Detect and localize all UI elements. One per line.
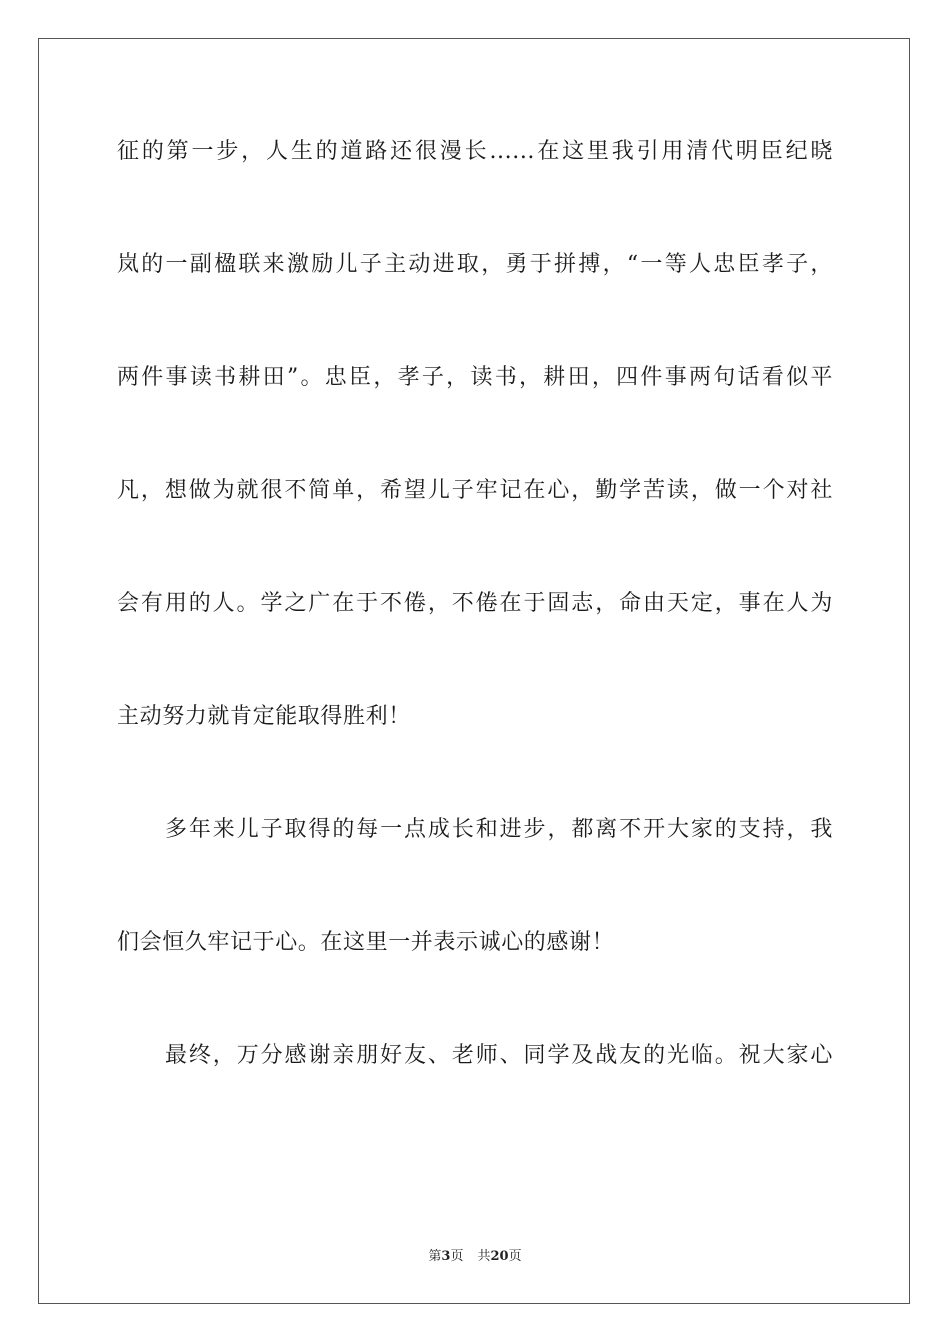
page-prefix: 第 <box>428 1249 442 1264</box>
text-line-4: 凡，想做为就很不简单，希望儿子牢记在心，勤学苦读，做一个对社 <box>117 478 833 503</box>
total-prefix: 共 <box>477 1249 491 1264</box>
total-pages: 20 <box>490 1249 509 1264</box>
page-suffix: 页 <box>450 1249 464 1264</box>
text-line-5: 会有用的人。学之广在于不倦，不倦在于固志，命由天定，事在人为 <box>117 591 833 616</box>
page-border <box>38 38 910 1304</box>
page-number: 3 <box>441 1249 451 1264</box>
total-suffix: 页 <box>508 1249 522 1264</box>
text-line-8: 们会恒久牢记于心。在这里一并表示诚心的感谢！ <box>117 930 615 955</box>
page-footer <box>0 1248 950 1266</box>
text-line-9: 最终，万分感谢亲朋好友、老师、同学及战友的光临。祝大家心 <box>165 1043 833 1068</box>
text-line-7: 多年来儿子取得的每一点成长和进步，都离不开大家的支持，我 <box>165 817 833 842</box>
text-line-1: 征的第一步，人生的道路还很漫长......在这里我引用清代明臣纪晓 <box>117 139 833 164</box>
text-line-2: 岚的一副楹联来激励儿子主动进取，勇于拼搏，“一等人忠臣孝子， <box>117 252 833 277</box>
text-line-6: 主动努力就肯定能取得胜利！ <box>117 704 411 729</box>
text-line-3: 两件事读书耕田”。忠臣，孝子，读书，耕田，四件事两句话看似平 <box>117 365 833 390</box>
